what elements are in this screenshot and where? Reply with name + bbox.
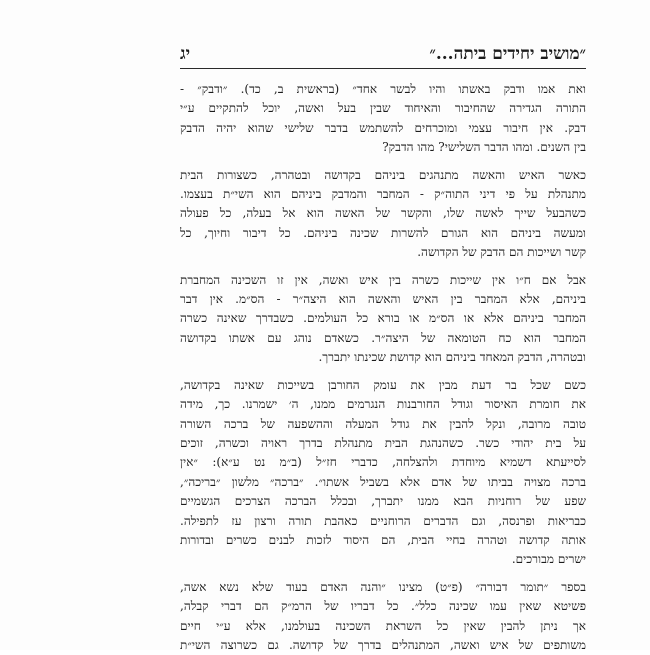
paragraph-4 — [180, 376, 586, 570]
text-line: ובטהרה, הדבק המאחד ביניהם הוא קדושת שכינתו יתברך. — [318, 350, 586, 365]
text-line: פשיטא שאין עמו שכינה כלל״. כל דבריו של הרמ״ק הם דברי קבלה, — [180, 599, 586, 614]
text-line: משותפים של איש ואשה, המתנהלים בדרך של קדושה. גם כשרוצה השי״ת — [180, 637, 586, 652]
text-line: כבריאות ופרנסה, וגם הדברים הרוחניים כאהבת תורה ורצון עז לתפילה. — [180, 513, 586, 528]
text-line: שפע של רוחניות הבא ממנו יתברך, ובכלל הברכה הצרכים הגשמיים — [180, 494, 586, 509]
text-line: לסייעתא דשמיא מיוחדת ולהצלחה, כדברי חז״ל (ב״מ נט ע״א): ״אין — [180, 455, 586, 470]
text-line: קשר ושייכות הם הדבק של הקדושה. — [417, 245, 586, 260]
text-line: כשם שכל בר דעת מבין את עומק החורבן בשייכות שאינה בקדושה, — [180, 377, 586, 392]
text-line: ואת אמו ודבק באשתו והיו לבשר אחד״ (בראשית ב, כד). ״ודבק״ - — [180, 82, 586, 96]
text-line: דבק. אין חיבור עצמי ומוכרחים להשתמש בדבר שלישי שהוא יהיה הדבק — [180, 120, 586, 135]
page-number: יג — [180, 44, 191, 64]
text-line: כאשר האיש והאשה מתנהגים ביניהם בקדושה ובטהרה, כשצורות הבית — [180, 167, 586, 182]
paragraph-2 — [180, 166, 586, 263]
text-line: את חומרת האיסור וגודל החורבנות הנגרמים ממנו, ה׳ ישמרנו. כך, מידה — [180, 397, 586, 412]
text-line: מתנהלת על פי דיני התוה״ק - המחבר והמדבק ביניהם הוא השי״ת בעצמו. — [180, 187, 586, 202]
text-line: על בית יהודי כשר. כשהנהגת הבית מתנהלת בדרך ראויה וכשרה, זוכים — [180, 435, 586, 450]
text-line: בין השנים. ומהו הדבר השלישי? מהו הדבק? — [382, 140, 586, 155]
text-line: אך ניתן להבין שאין כל השראת השכינה בעולמנו, אלא ע״י חיים — [180, 618, 586, 633]
body-text — [180, 80, 586, 655]
paragraph-1 — [180, 80, 586, 158]
text-line: אבל אם ח״ו אין שייכות כשרה בין איש ואשה, אין זו השכינה המחברת — [180, 272, 586, 287]
text-line: התורה הגדירה שהחיבור והאיחוד שבין בעל ואשה, יוכל להתקיים ע״י — [180, 101, 586, 116]
text-line: ישרים מבורכים. — [511, 552, 586, 567]
text-line: ביניהם, אלא המחבר בין האיש והאשה הוא היצה״ר - הס״מ. אין דבר — [180, 292, 586, 307]
text-line: המחבר ביניהם אלא או הס״מ או בורא כל העולמים. כשבדרך שאינה כשרה — [180, 311, 586, 326]
text-line: אותה קדושה וטהרה בחיי הבית, הם היסוד לזכות לבנים כשרים ובדורות — [180, 532, 586, 547]
text-line: כשהבעל שייך לאשה שלו, והקשר של האשה הוא אל בעלה, כל פעולה — [180, 206, 586, 221]
text-line: טובה מרובה, ונקל להבין את גודל המעלה וההשפעה של ברכה השורה — [180, 416, 586, 431]
text-line: המחבר הוא כח הטומאה של היצה״ר. כשאדם נוהג עם אשתו בקדושה — [180, 330, 586, 345]
text-line: ברכה מצויה בביתו של אדם אלא בשביל אשתו״. ״ברכה״ מלשון ״בריכה״, — [180, 474, 586, 489]
text-line: בספר ״תומר דבורה״ (פ״ט) מצינו ״והנה האדם בעוד שלא נשא אשה, — [180, 579, 586, 594]
paragraph-3 — [180, 271, 586, 368]
text-line: ומעשה ביניהם הוא הגורם להשרות שכינה ביניהם. כל דיבור וחיוך, כל — [180, 225, 586, 240]
paragraph-5 — [180, 578, 586, 655]
header-rule — [180, 68, 586, 69]
running-title: ״מושיב יחידים ביתה...״ — [429, 44, 586, 64]
